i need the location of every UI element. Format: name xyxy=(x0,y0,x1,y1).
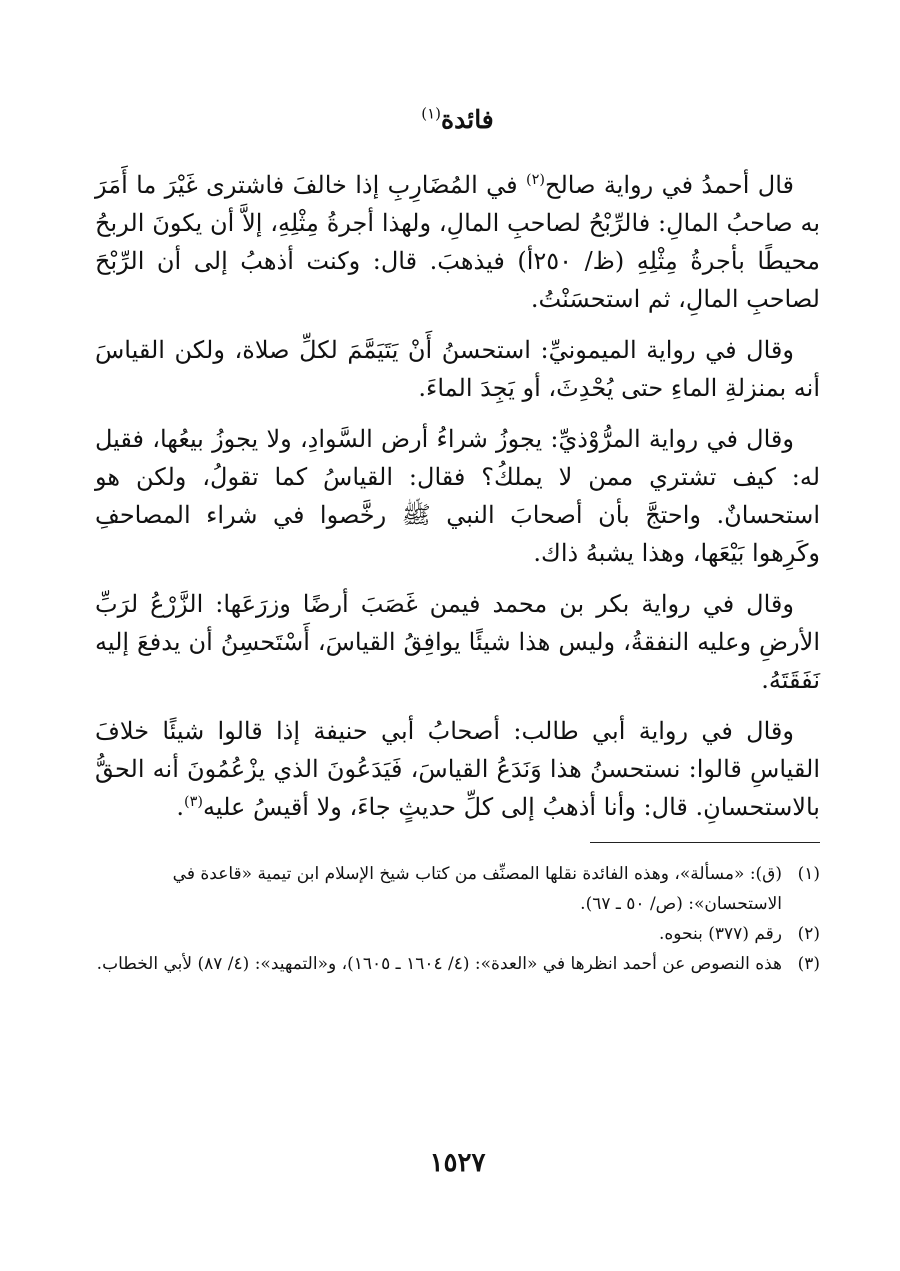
paragraph-maymouni xyxy=(95,331,820,407)
paragraph-bakr xyxy=(95,585,820,699)
footnote-2 xyxy=(95,919,820,949)
page-number: ١٥٢٧ xyxy=(429,1148,486,1178)
footnote-ref-3: (٣) xyxy=(184,794,203,810)
paragraph-text: وقال في رواية الميمونيِّ: استحسنُ أَنْ يَتَيَمَّمَ لكلِّ صلاة، ولكن القياسَ أنه بمنزلةِ الماءِ حتى يُحْدِثَ، أو يَجِدَ الماءَ. xyxy=(95,336,820,402)
paragraph-abu-talib xyxy=(95,712,820,826)
footnote-ref-1: (١) xyxy=(421,104,442,123)
footnote-number: (١) xyxy=(797,864,820,884)
paragraph-text: وقال في رواية بكر بن محمد فيمن غَصَبَ أرضًا وزرَعَها: الزَّرْعُ لرَبِّ الأرضِ وعليه النفقةُ، وليس هذا شيئًا يوافِقُ القياسَ، أَسْتَحسِنُ أن يدفعَ إليه نَفَقَتَهُ. xyxy=(95,590,820,694)
footnote-1 xyxy=(95,859,820,919)
paragraph-text: وقال في رواية أبي طالب: أصحابُ أبي حنيفة إذا قالوا شيئًا خلافَ القياسِ قالوا: نستحسنُ هذا وَنَدَعُ القياسَ، فَيَدَعُونَ الذي يزْعُمُونَ أنه الحقُّ بالاستحسانِ. قال: وأنا أذهبُ إلى كلِّ حديثٍ جاءَ، ولا أقيسُ عليه xyxy=(95,717,820,821)
footnote-text: (ق): «مسألة»، وهذه الفائدة نقلها المصنِّف من كتاب شيخ الإسلام ابن تيمية «قاعدة في الاستحسان»: (ص/ ٥٠ ـ ٦٧). xyxy=(172,864,782,914)
footnote-3 xyxy=(95,949,820,979)
footnote-number: (٣) xyxy=(797,954,820,974)
section-title-text: فائدة xyxy=(441,105,494,134)
footnote-separator xyxy=(590,842,820,843)
footnote-text: رقم (٣٧٧) بنحوه. xyxy=(658,924,782,944)
paragraph-marrudhi xyxy=(95,420,820,572)
footnote-number: (٢) xyxy=(797,924,820,944)
paragraph-text: قال أحمدُ في رواية صالح xyxy=(544,171,794,199)
paragraph-saleh xyxy=(95,166,820,318)
section-title xyxy=(95,100,820,140)
paragraph-text: وقال في رواية المرُّوْذيِّ: يجوزُ شراءُ أرض السَّوادِ، ولا يجوزُ بيعُها، فقيل له: كيف تشتري ممن لا يملكُ؟ فقال: القياسُ كما تقولُ، ولكن هو استحسانٌ. واحتجَّ بأن أصحابَ النبي ﷺ رخَّصوا في شراء المصاحفِ وكَرِهوا بَيْعَها، وهذا يشبهُ ذاك. xyxy=(95,425,820,567)
footnote-ref-2: (٢) xyxy=(526,172,545,188)
paragraph-text: في المُضَارِبِ إذا خالفَ فاشترى غَيْرَ ما أَمَرَ به صاحبُ المالِ: فالرِّبْحُ لصاحبِ المالِ، ولهذا أجرةُ مِثْلِهِ، إلاَّ أن يكونَ الربحُ محيطًا بأجرةُ مِثْلِهِ (ظ/ ٢٥٠أ) فيذهبَ. قال: وكنت أذهبُ إلى أن الرِّبْحَ لصاحبِ المالِ، ثم استحسَنْتُ. xyxy=(95,171,820,313)
paragraph-text: . xyxy=(176,793,184,821)
book-page xyxy=(95,100,820,1210)
footnote-text: هذه النصوص عن أحمد انظرها في «العدة»: (٤/ ١٦٠٤ ـ ١٦٠٥)، و«التمهيد»: (٤/ ٨٧) لأبي الخطاب. xyxy=(96,954,782,974)
